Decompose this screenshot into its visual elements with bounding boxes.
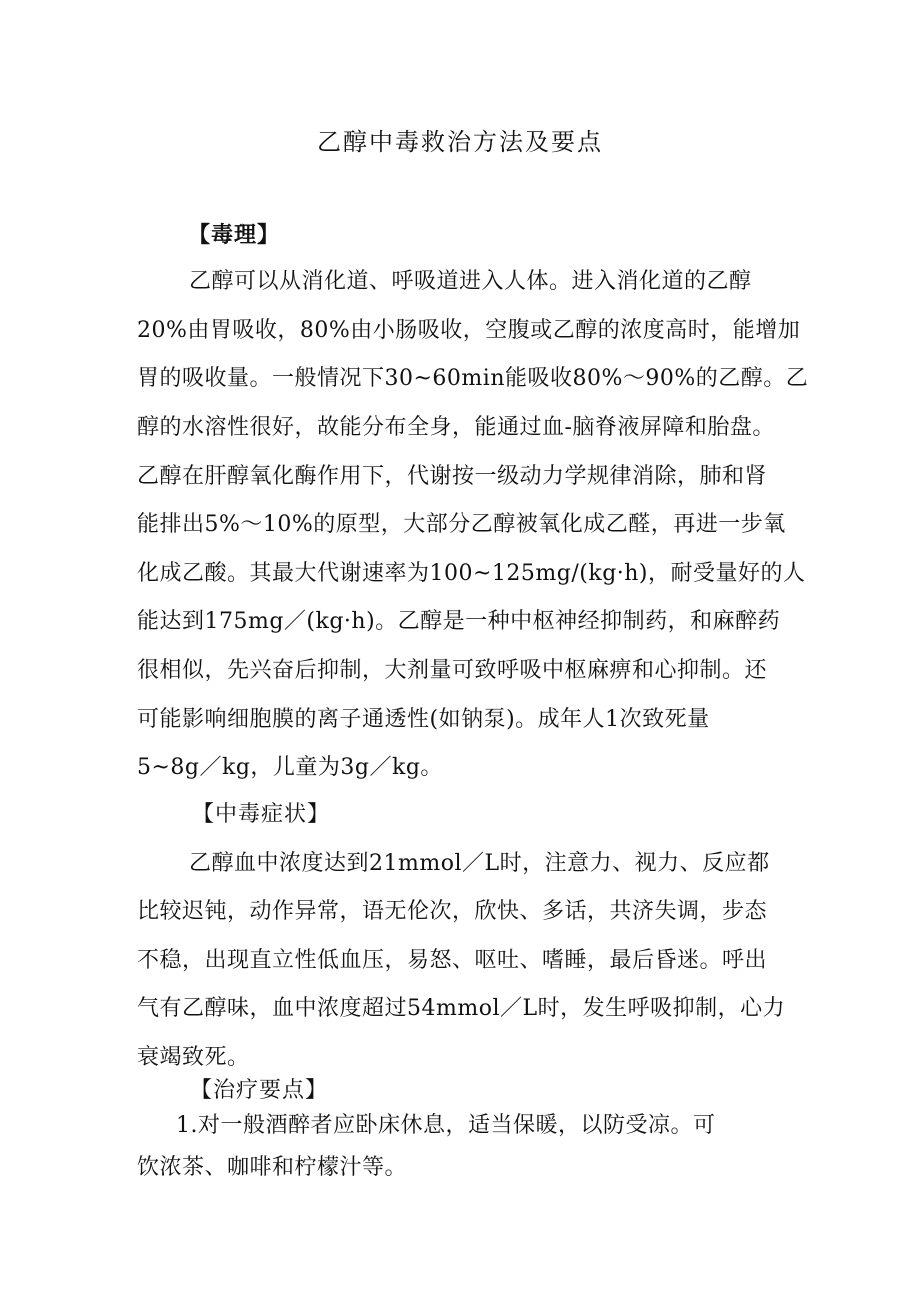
paragraph-line: 气有乙醇味，血中浓度超过54mmol／L时，发生呼吸抑制，心力 [137,996,786,1021]
paragraph-line: 衰竭致死。 [137,1045,250,1070]
paragraph-line: 1.对一般酒醉者应卧床休息，适当保暖，以防受凉。可 [176,1113,716,1138]
section-heading-treatment: 【治疗要点】 [190,1078,329,1103]
paragraph-line: 很相似，先兴奋后抑制，大剂量可致呼吸中枢麻痹和心抑制。还 [137,658,768,683]
paragraph-line: 5~8g／kg，儿童为3g／kg。 [137,755,443,780]
paragraph-line: 能排出5%～10%的原型，大部分乙醇被氧化成乙醛，再进一步氧 [137,512,786,537]
paragraph-line: 可能影响细胞膜的离子通透性(如钠泵)。成年人1次致死量 [137,707,710,732]
paragraph-line: 乙醇血中浓度达到21mmol／L时，注意力、视力、反应都 [189,851,770,876]
section-heading-symptoms: 【中毒症状】 [192,802,331,827]
paragraph-line: 20%由胃吸收，80%由小肠吸收，空腹或乙醇的浓度高时，能增加 [137,318,801,343]
paragraph-line: 饮浓茶、咖啡和柠檬汁等。 [137,1155,408,1180]
paragraph-line: 不稳，出现直立性低血压，易怒、呕吐、嗜睡，最后昏迷。呼出 [137,948,768,973]
paragraph-line: 胃的吸收量。一般情况下30~60min能吸收80%～90%的乙醇。乙 [137,366,809,391]
paragraph-line: 化成乙酸。其最大代谢速率为100~125mg/(kg·h)，耐受量好的人 [137,561,806,586]
document-title: 乙醇中毒救治方法及要点 [317,128,603,156]
section-heading-toxicology: 【毒理】 [188,222,281,248]
paragraph-line: 乙醇在肝醇氧化酶作用下，代谢按一级动力学规律消除，肺和肾 [137,464,768,489]
paragraph-line: 醇的水溶性很好，故能分布全身，能通过血-脑脊液屏障和胎盘。 [137,415,775,440]
paragraph-line: 乙醇可以从消化道、呼吸道进入人体。进入消化道的乙醇 [189,269,752,294]
paragraph-line: 能达到175mg／(kg·h)。乙醇是一种中枢神经抑制药，和麻醉药 [137,609,781,634]
paragraph-line: 比较迟钝，动作异常，语无伦次，欣快、多话，共济失调，步态 [137,899,768,924]
